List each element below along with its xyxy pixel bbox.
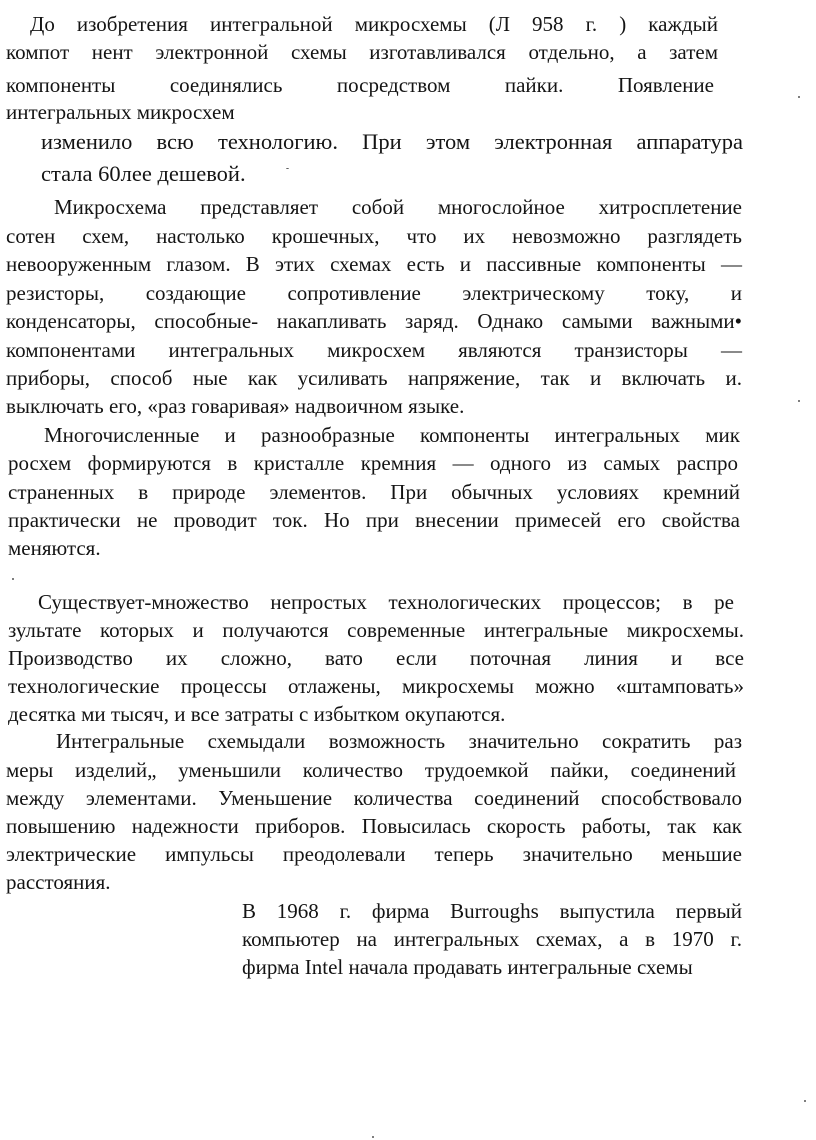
scan-speck	[798, 96, 800, 98]
scan-speck	[798, 400, 800, 402]
text-line: Производство их сложно, вато если поточная линия и все	[8, 646, 744, 670]
text-line: невооруженным глазом. В этих схемах есть и пассивные компоненты —	[6, 252, 742, 276]
text-line: До изобретения интегральной микросхемы (Л 958 г. ) каждый	[30, 12, 718, 36]
text-line: изменило всю технологию. При этом электронная аппаратура	[41, 129, 743, 154]
text-line: меры изделий„ уменьшили количество трудоемкой пайки, соединений	[6, 758, 736, 782]
text-line: стала 60лее дешевой.	[41, 161, 246, 186]
text-line: резисторы, создающие сопротивление электрическому току, и	[6, 281, 742, 305]
text-line: интегральных микросхем	[6, 100, 235, 124]
text-line: компоненты соединялись посредством пайки. Появление	[6, 73, 714, 97]
text-line: практически не проводит ток. Но при внесении примесей его свойства	[8, 508, 740, 532]
text-line: повышению надежности приборов. Повысилась скорость работы, так как	[6, 814, 742, 838]
text-line: технологические процессы отлажены, микросхемы можно «штамповать»	[8, 674, 744, 698]
text-line: десятка ми тысяч, и все затраты с избытком окупаются.	[8, 702, 506, 726]
scan-speck	[286, 168, 289, 169]
text-line: росхем формируются в кристалле кремния — одного из самых распро	[8, 451, 738, 475]
text-line: расстояния.	[6, 870, 111, 894]
text-line: Интегральные схемыдали возможность значительно сократить раз	[56, 729, 742, 753]
text-line: приборы, способ ные как усиливать напряжение, так и включать и.	[6, 366, 742, 390]
text-line: компонентами интегральных микросхем являются транзисторы —	[6, 338, 742, 362]
scan-speck	[372, 1136, 374, 1138]
text-line: страненных в природе элементов. При обычных условиях кремний	[8, 480, 740, 504]
text-line: Многочисленные и разнообразные компоненты интегральных мик	[44, 423, 740, 447]
text-line: конденсаторы, способные- накапливать заряд. Однако самыми важными•	[6, 309, 742, 333]
text-line: фирма Intel начала продавать интегральные схемы	[242, 955, 693, 979]
text-line: компот нент электронной схемы изготавливался отдельно, а затем	[6, 40, 718, 64]
text-line: зультате которых и получаются современные интегральные микросхемы.	[8, 618, 744, 642]
text-line: Микросхема представляет собой многослойное хитросплетение	[54, 195, 742, 219]
text-line: Существует-множество непростых технологических процессов; в ре	[38, 590, 734, 614]
text-line: выключать его, «раз говаривая» надвоичном языке.	[6, 394, 465, 418]
scan-speck	[804, 1100, 806, 1102]
text-line: меняются.	[8, 536, 101, 560]
text-line: сотен схем, настолько крошечных, что их невозможно разглядеть	[6, 224, 742, 248]
scan-speck	[12, 578, 14, 580]
text-line: компьютер на интегральных схемах, а в 1970 г.	[242, 927, 742, 951]
text-line: В 1968 г. фирма Burroughs выпустила первый	[242, 899, 742, 923]
text-line: электрические импульсы преодолевали теперь значительно меньшие	[6, 842, 742, 866]
text-line: между элементами. Уменьшение количества соединений способствовало	[6, 786, 742, 810]
